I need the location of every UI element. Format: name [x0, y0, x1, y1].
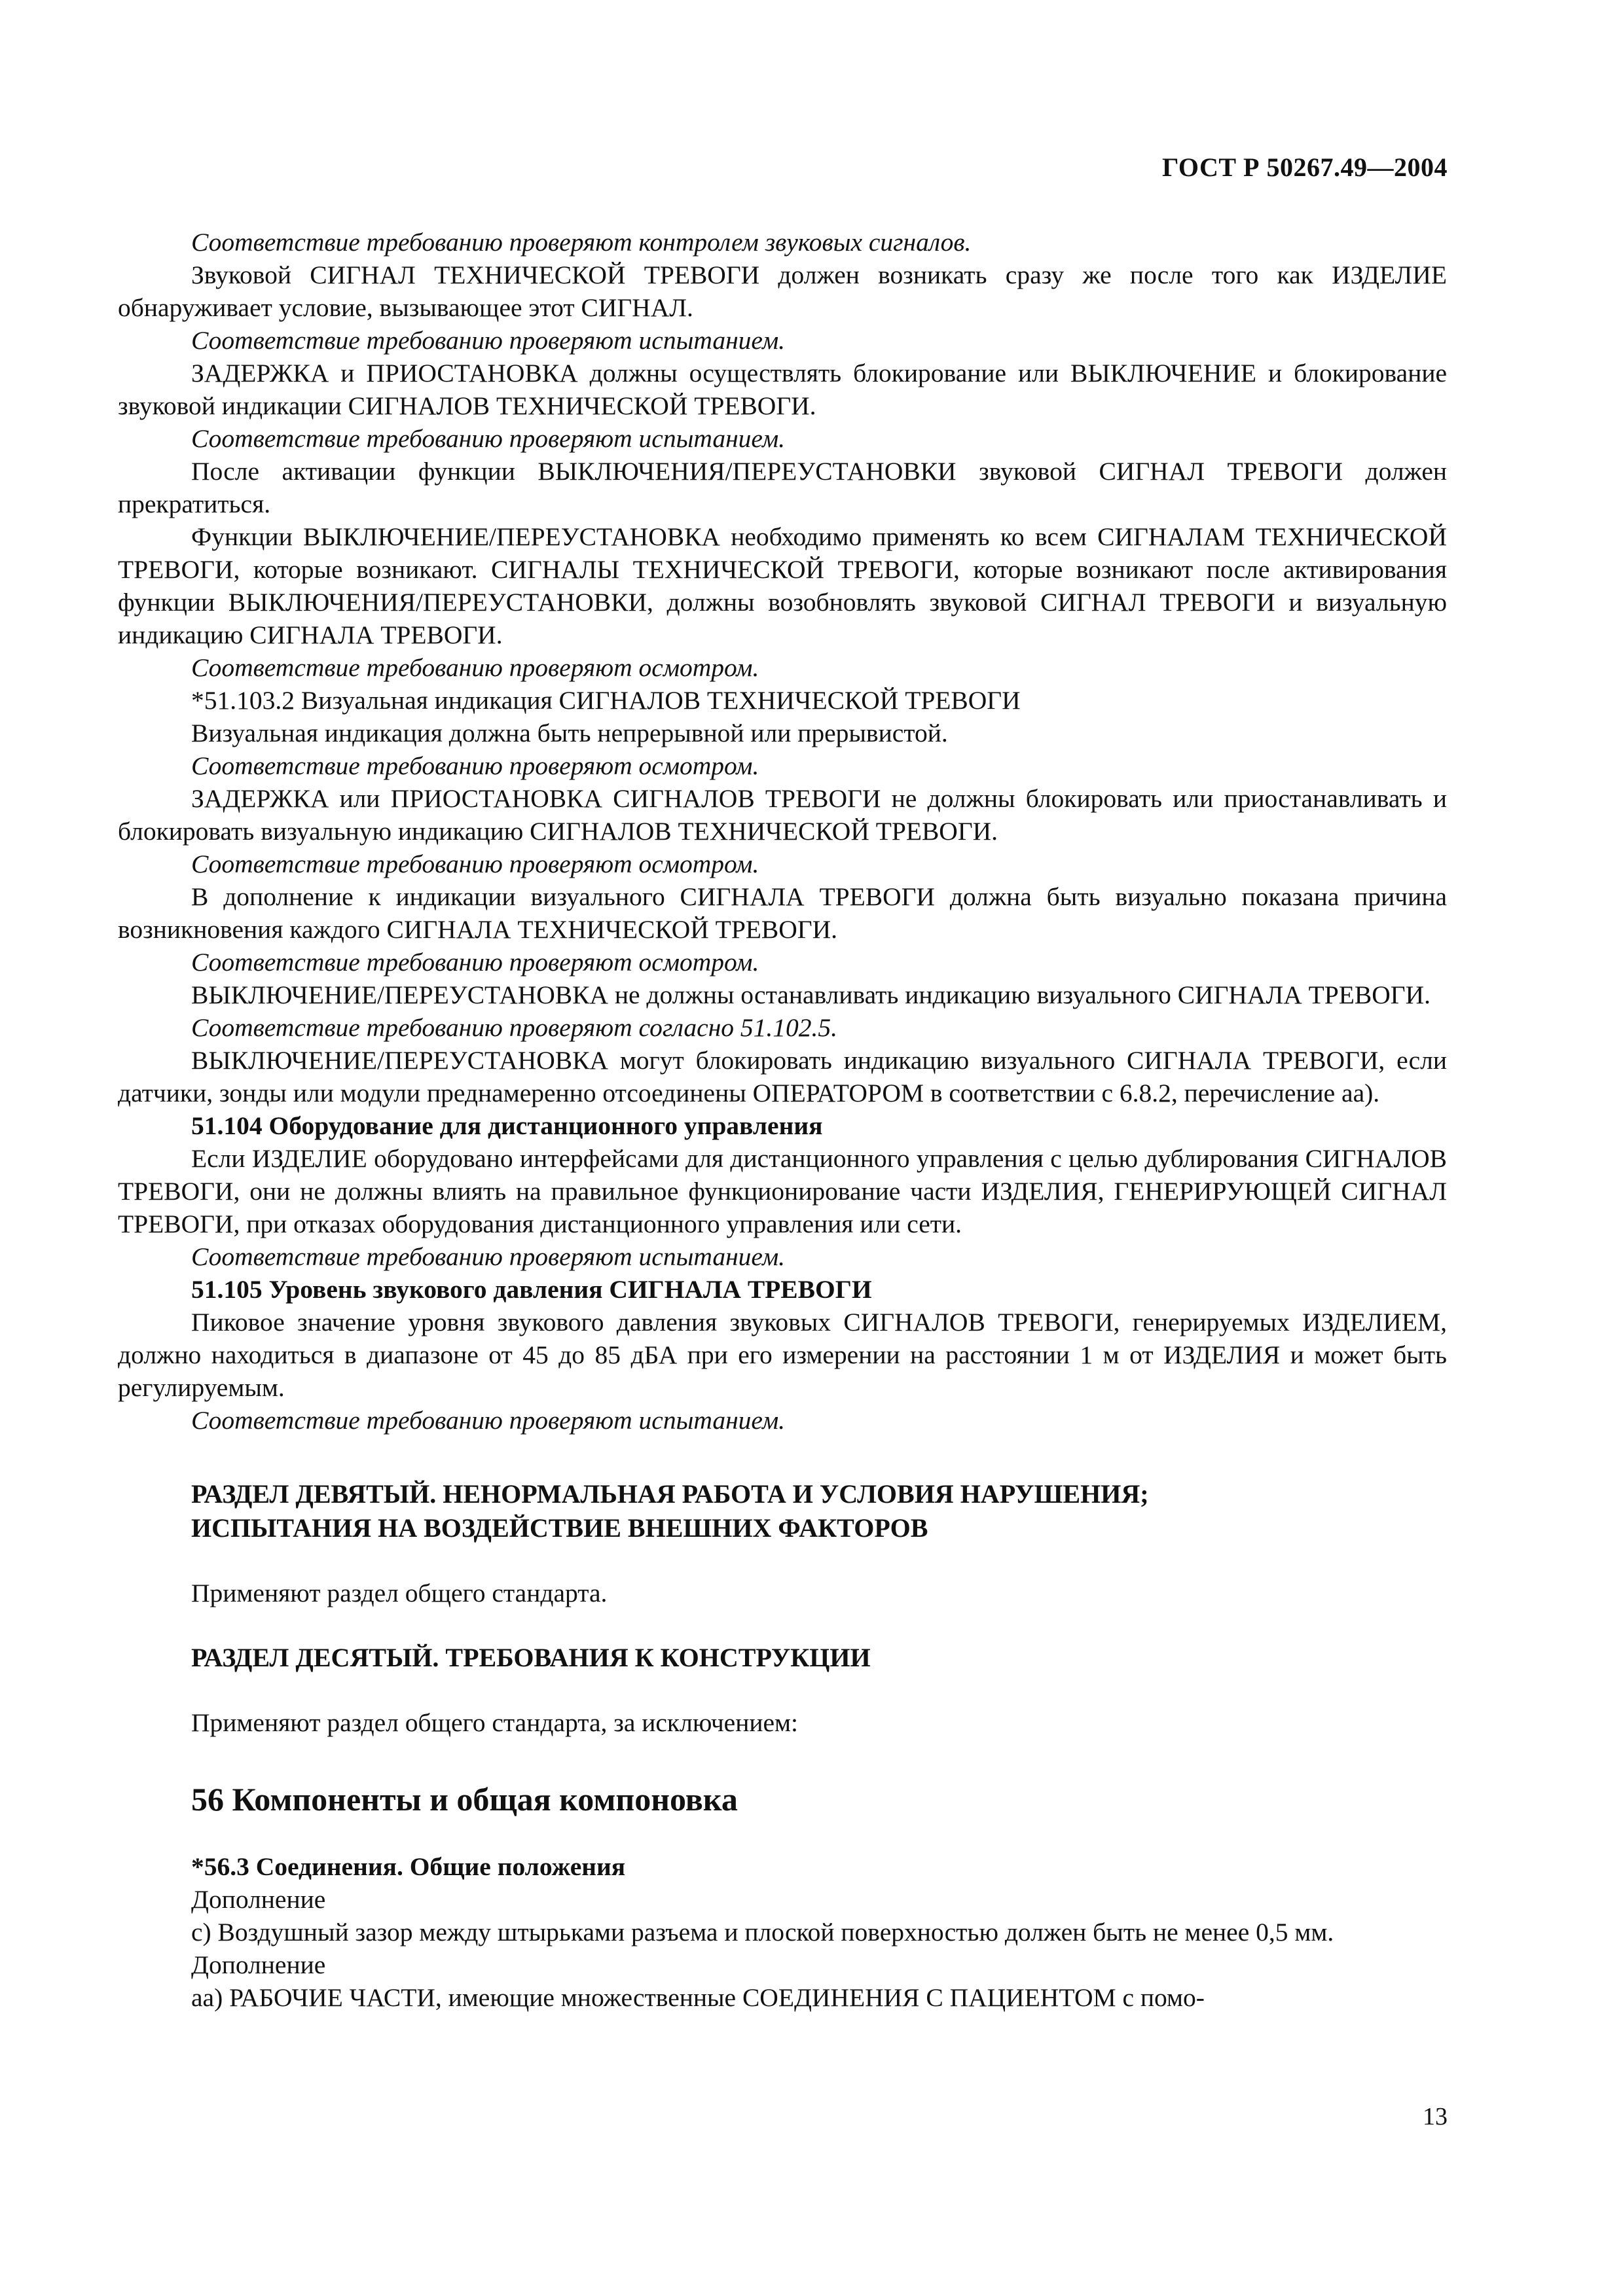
body-paragraph: В дополнение к индикации визуального СИГНАЛА ТРЕВОГИ должна быть визуально показана причина возникновения каждого СИГНАЛА ТЕХНИЧЕСКОЙ ТРЕВОГИ. — [118, 882, 1447, 944]
section-ten-body: Применяют раздел общего стандарта, за исключением: — [191, 1708, 798, 1737]
body-paragraph: Функции ВЫКЛЮЧЕНИЕ/ПЕРЕУСТАНОВКА необходимо применять ко всем СИГНАЛАМ ТЕХНИЧЕСКОЙ ТРЕВОГИ, которые возникают. СИГНАЛЫ ТЕХНИЧЕСКОЙ ТРЕВОГИ, которые возникают после активирования функции ВЫКЛЮЧЕНИЯ/ПЕРЕУСТАНОВКИ, должны возобновлять звуковой СИГНАЛ ТРЕВОГИ и визуальную индикацию СИГНАЛА ТРЕВОГИ. — [118, 522, 1447, 649]
section-nine-title — [118, 1477, 1447, 1545]
addition-label: Дополнение — [191, 1885, 326, 1914]
spacer — [118, 1545, 1447, 1577]
section-nine-title-line1: РАЗДЕЛ ДЕВЯТЫЙ. НЕНОРМАЛЬНАЯ РАБОТА И УСЛОВИЯ НАРУШЕНИЯ; — [191, 1479, 1149, 1509]
compliance-note: Соответствие требованию проверяют испытанием. — [191, 1242, 786, 1271]
body-paragraph: ВЫКЛЮЧЕНИЕ/ПЕРЕУСТАНОВКА не должны останавливать индикацию визуального СИГНАЛА ТРЕВОГИ. — [191, 980, 1431, 1009]
chapter-56-title: 56 Компоненты и общая компоновка — [191, 1781, 738, 1818]
spacer — [118, 1609, 1447, 1641]
clause-heading-56-3: *56.3 Соединения. Общие положения — [191, 1852, 626, 1881]
compliance-note: Соответствие требованию проверяют осмотром. — [191, 653, 759, 682]
body-paragraph: ВЫКЛЮЧЕНИЕ/ПЕРЕУСТАНОВКА могут блокировать индикацию визуального СИГНАЛА ТРЕВОГИ, если датчики, зонды или модули преднамеренно отсоединены ОПЕРАТОРОМ в соответствии с 6.8.2, перечисление аа). — [118, 1046, 1447, 1107]
page-number: 13 — [1423, 2103, 1448, 2130]
document-body — [118, 226, 1447, 2014]
clause-heading-51-105: 51.105 Уровень звукового давления СИГНАЛА ТРЕВОГИ — [191, 1275, 872, 1304]
body-paragraph: ЗАДЕРЖКА и ПРИОСТАНОВКА должны осуществлять блокирование или ВЫКЛЮЧЕНИЕ и блокирование звуковой индикации СИГНАЛОВ ТЕХНИЧЕСКОЙ ТРЕВОГИ. — [118, 359, 1447, 420]
body-paragraph: Звуковой СИГНАЛ ТЕХНИЧЕСКОЙ ТРЕВОГИ должен возникать сразу же после того как ИЗДЕЛИЕ обнаруживает условие, вызывающее этот СИГНАЛ. — [118, 260, 1447, 322]
document-code-header: ГОСТ Р 50267.49—2004 — [1161, 152, 1448, 182]
body-paragraph: Если ИЗДЕЛИЕ оборудовано интерфейсами для дистанционного управления с целью дублирования СИГНАЛОВ ТРЕВОГИ, они не должны влиять на правильное функционирование части ИЗДЕЛИЯ, ГЕНЕРИРУЮЩЕЙ СИГНАЛ ТРЕВОГИ, при отказах оборудования дистанционного управления или сети. — [118, 1144, 1447, 1238]
compliance-note: Соответствие требованию проверяют согласно 51.102.5. — [191, 1013, 838, 1042]
addition-label: Дополнение — [191, 1950, 326, 1979]
section-ten-title: РАЗДЕЛ ДЕСЯТЫЙ. ТРЕБОВАНИЯ К КОНСТРУКЦИИ — [191, 1643, 871, 1672]
compliance-note: Соответствие требованию проверяют осмотром. — [191, 850, 759, 878]
body-paragraph: Пиковое значение уровня звукового давления звуковых СИГНАЛОВ ТРЕВОГИ, генерируемых ИЗДЕЛИЕМ, должно находиться в диапазоне от 45 до 85 дБА при его измерении на расстоянии 1 м от ИЗДЕЛИЯ и может быть регулируемым. — [118, 1308, 1447, 1402]
compliance-note: Соответствие требованию проверяют испытанием. — [191, 326, 786, 355]
compliance-note: Соответствие требованию проверяют осмотром. — [191, 751, 759, 780]
spacer — [118, 1739, 1447, 1780]
body-paragraph: ЗАДЕРЖКА или ПРИОСТАНОВКА СИГНАЛОВ ТРЕВОГИ не должны блокировать или приостанавливать и блокировать визуальную индикацию СИГНАЛОВ ТЕХНИЧЕСКОЙ ТРЕВОГИ. — [118, 784, 1447, 846]
item-aa: аа) РАБОЧИЕ ЧАСТИ, имеющие множественные СОЕДИНЕНИЯ С ПАЦИЕНТОМ с помо- — [191, 1983, 1205, 2012]
section-nine-body: Применяют раздел общего стандарта. — [191, 1579, 608, 1607]
clause-heading-51-104: 51.104 Оборудование для дистанционного управления — [191, 1111, 823, 1140]
body-paragraph: Визуальная индикация должна быть непрерывной или прерывистой. — [191, 719, 948, 747]
compliance-note: Соответствие требованию проверяют испытанием. — [191, 1406, 786, 1435]
body-paragraph: После активации функции ВЫКЛЮЧЕНИЯ/ПЕРЕУСТАНОВКИ звуковой СИГНАЛ ТРЕВОГИ должен прекратиться. — [118, 457, 1447, 518]
compliance-note: Соответствие требованию проверяют испытанием. — [191, 424, 786, 453]
spacer — [118, 1675, 1447, 1706]
compliance-note: Соответствие требованию проверяют контролем звуковых сигналов. — [191, 228, 972, 257]
section-nine-title-line2: ИСПЫТАНИЯ НА ВОЗДЕЙСТВИЕ ВНЕШНИХ ФАКТОРОВ — [191, 1513, 928, 1543]
item-c: с) Воздушный зазор между штырьками разъема и плоской поверхностью должен быть не менее 0,5 мм. — [191, 1918, 1334, 1946]
spacer — [118, 1819, 1447, 1850]
clause-heading-51-103-2: *51.103.2 Визуальная индикация СИГНАЛОВ ТЕХНИЧЕСКОЙ ТРЕВОГИ — [191, 686, 1021, 715]
compliance-note: Соответствие требованию проверяют осмотром. — [191, 948, 759, 977]
spacer — [118, 1437, 1447, 1477]
